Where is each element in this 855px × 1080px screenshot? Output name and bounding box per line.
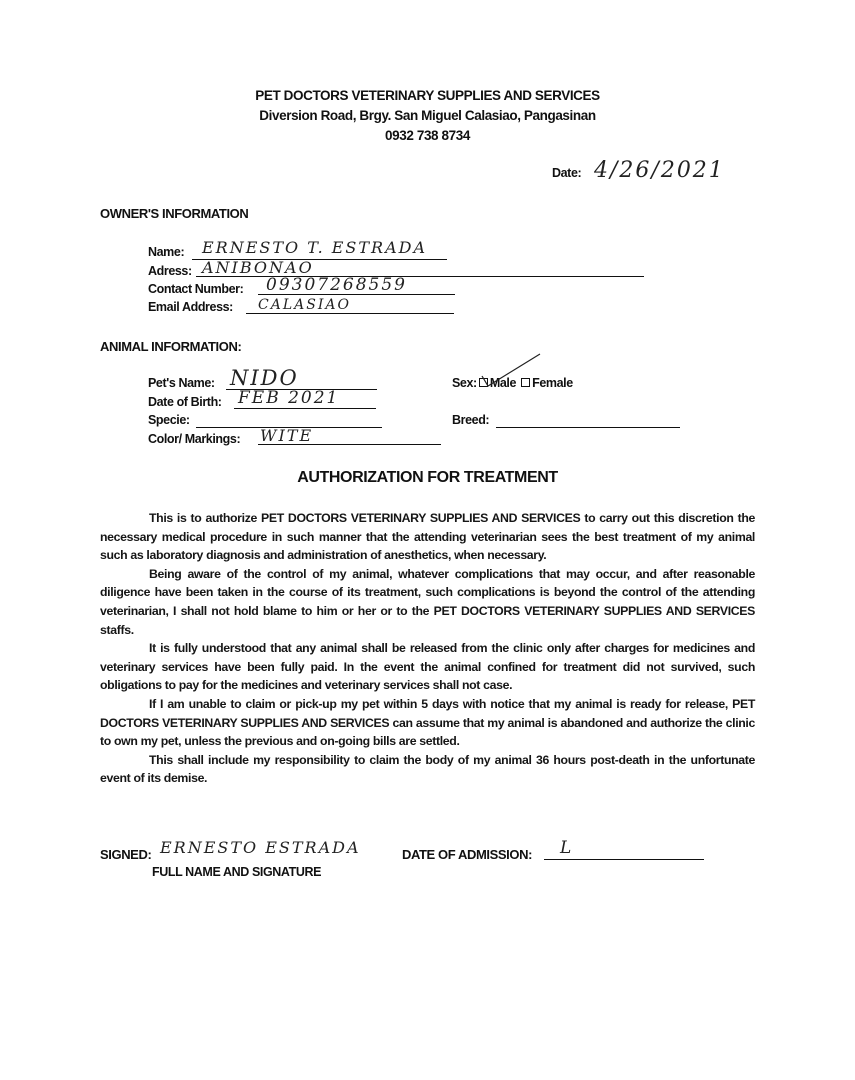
- pet-dob-label: Date of Birth:: [148, 395, 222, 409]
- pet-name-value: NIDO: [230, 366, 299, 390]
- admission-label: DATE OF ADMISSION:: [402, 847, 533, 862]
- check-mark-icon: [478, 352, 546, 392]
- owner-contact-value: 09307268559: [266, 275, 407, 295]
- owner-contact-label: Contact Number:: [148, 282, 244, 296]
- pet-specie-label: Specie:: [148, 413, 190, 427]
- sex-male-label: Male: [489, 376, 517, 390]
- authorization-paragraph: This shall include my responsibility to claim the body of my animal 36 hours post-death in the unfortunate event of its demise.: [100, 752, 755, 786]
- signed-value: ERNESTO ESTRADA: [160, 838, 361, 857]
- authorization-paragraph: It is fully understood that any animal shall be released from the clinic only after charges for medicines and veterinary services have been fully paid. In the event the animal confined for treatment did not survived, such obligations to pay for the medicines and veterinary services shall not case.: [100, 641, 755, 693]
- company-phone: 0932 738 8734: [385, 128, 470, 143]
- pet-color-label: Color/ Markings:: [148, 432, 241, 446]
- signature-caption: FULL NAME AND SIGNATURE: [152, 865, 322, 879]
- owner-email-label: Email Address:: [148, 300, 233, 314]
- signed-label: SIGNED:: [100, 847, 152, 862]
- date-label: Date:: [552, 166, 582, 180]
- company-name: PET DOCTORS VETERINARY SUPPLIES AND SERVICES: [255, 88, 600, 103]
- pet-color-value: WITE: [260, 426, 314, 445]
- authorization-text: [100, 509, 755, 788]
- authorization-paragraph: If I am unable to claim or pick-up my pet within 5 days with notice that my animal is ready for release, PET DOCTORS VETERINARY SUPPLIES AND SERVICES can assume that my animal is abandoned and authorize the clinic to own my pet, unless the previous and on-going bills are settled.: [100, 696, 755, 749]
- pet-dob-value: FEB 2021: [238, 388, 340, 408]
- admission-value: L: [560, 838, 574, 858]
- breed-label: Breed:: [452, 413, 490, 427]
- authorization-paragraph: Being aware of the control of my animal, whatever complications that may occur, and after reasonable diligence have been taken in the course of its treatment, such complications is beyond the control of the attending veterinarian, I shall not hold blame to him or her or to the PET DOCTORS VETERINARY SUPPLIES AND SERVICES staffs.: [100, 566, 755, 637]
- owner-address-value: ANIBONAO: [202, 258, 314, 277]
- animal-section-title: ANIMAL INFORMATION:: [100, 339, 242, 354]
- authorization-paragraph: This is to authorize PET DOCTORS VETERINARY SUPPLIES AND SERVICES to carry out this discretion the necessary medical procedure in such manner that the attending veterinarian sees the best treatment of my animal such as laboratory diagnosis and administration of anesthetics, when necessary.: [100, 511, 755, 563]
- pet-name-label: Pet's Name:: [148, 376, 215, 390]
- sex-label: Sex:: [452, 376, 477, 390]
- owner-name-value: ERNESTO T. ESTRADA: [202, 238, 428, 257]
- owner-name-label: Name:: [148, 245, 185, 259]
- authorization-title: AUTHORIZATION FOR TREATMENT: [297, 469, 558, 486]
- owner-address-label: Adress:: [148, 264, 192, 278]
- sex-female-label: Female: [532, 376, 573, 390]
- date-value: 4/26/2021: [594, 158, 725, 183]
- company-address: Diversion Road, Brgy. San Miguel Calasiao, Pangasinan: [259, 108, 596, 123]
- owner-email-value: CALASIAO: [258, 297, 351, 313]
- owner-section-title: OWNER'S INFORMATION: [100, 206, 249, 221]
